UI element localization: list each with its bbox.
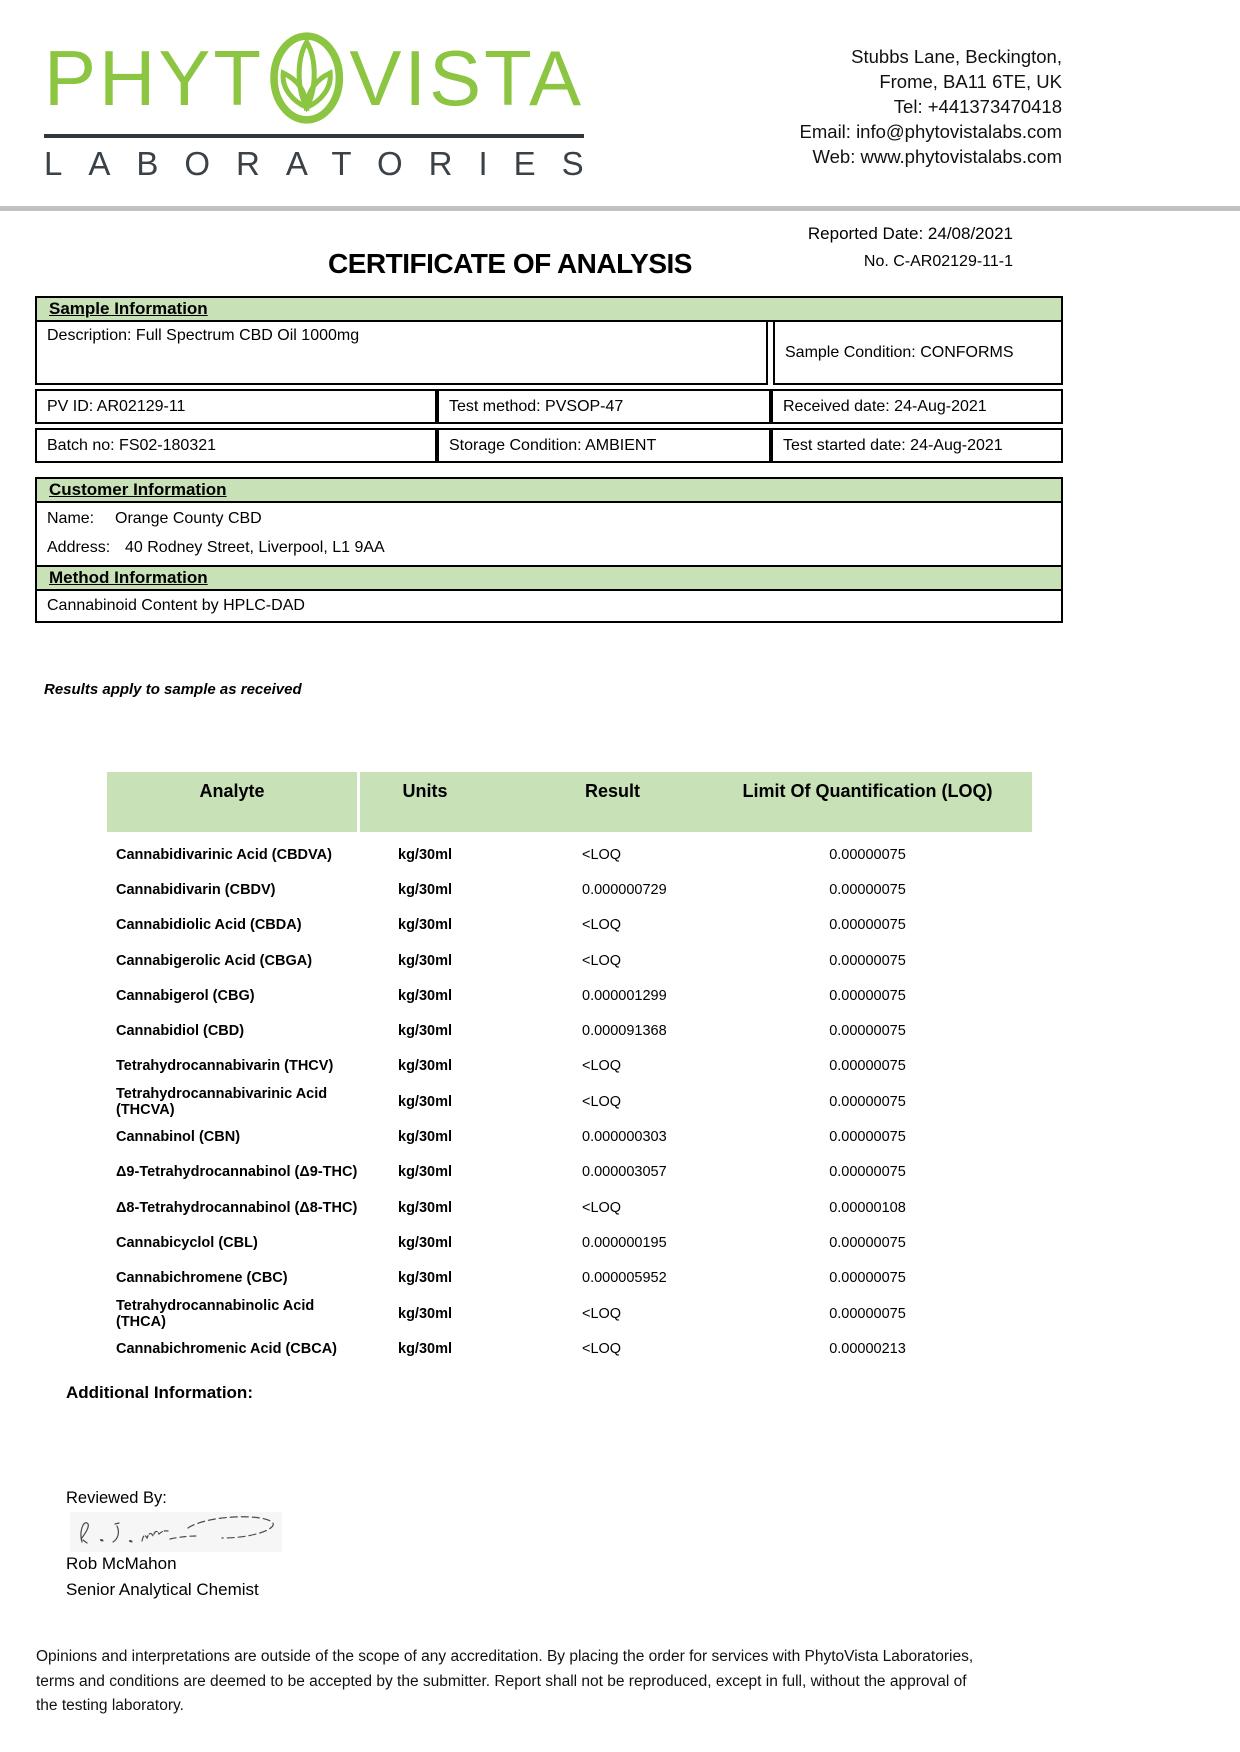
result-cell: 0.000000303 bbox=[582, 1129, 667, 1146]
report-meta bbox=[808, 224, 1013, 271]
units-cell: kg/30ml bbox=[398, 846, 452, 863]
analyte-cell: Cannabicyclol (CBL) bbox=[116, 1234, 258, 1251]
analyte-cell: Cannabidivarin (CBDV) bbox=[116, 881, 276, 898]
result-cell: 0.000005952 bbox=[582, 1270, 667, 1287]
contact-line: Email: info@phytovistalabs.com bbox=[799, 121, 1062, 142]
reported-date: Reported Date: 24/08/2021 bbox=[807, 224, 1013, 243]
received-date: Received date: 24-Aug-2021 bbox=[771, 389, 1063, 424]
result-cell: <LOQ bbox=[582, 846, 622, 863]
sample-description: Description: Full Spectrum CBD Oil 1000mg bbox=[35, 320, 768, 385]
analyte-cell: Δ9-Tetrahydrocannabinol (Δ9-THC) bbox=[116, 1164, 358, 1181]
contact-line: Tel: +441373470418 bbox=[893, 96, 1062, 117]
result-cell: 0.000001299 bbox=[582, 987, 667, 1004]
logo-subtitle: LABORATORIES bbox=[44, 145, 610, 182]
units-cell: kg/30ml bbox=[398, 1234, 452, 1251]
customer-name-line bbox=[47, 510, 1051, 528]
result-cell: <LOQ bbox=[582, 952, 622, 969]
loq-cell: 0.00000108 bbox=[829, 1199, 906, 1216]
page-title: CERTIFICATE OF ANALYSIS bbox=[328, 248, 692, 279]
loq-cell: 0.00000075 bbox=[829, 1129, 906, 1146]
storage-condition: Storage Condition: AMBIENT bbox=[437, 428, 771, 463]
table-row bbox=[107, 908, 1032, 943]
table-row bbox=[107, 1049, 1032, 1084]
customer-information-heading: Customer Information bbox=[35, 477, 1063, 503]
signatory-title: Senior Analytical Chemist bbox=[66, 1580, 259, 1599]
result-cell: <LOQ bbox=[582, 1305, 622, 1322]
customer-address-label: Address: bbox=[47, 539, 111, 556]
customer-name-value: Orange County CBD bbox=[115, 510, 262, 527]
batch-no: Batch no: FS02-180321 bbox=[35, 428, 437, 463]
sample-info-row-1 bbox=[35, 389, 1063, 424]
sample-description-row bbox=[35, 320, 1063, 385]
result-cell: <LOQ bbox=[582, 1058, 622, 1075]
table-row bbox=[107, 1155, 1032, 1190]
loq-cell: 0.00000075 bbox=[829, 917, 906, 934]
loq-cell: 0.00000075 bbox=[829, 1023, 906, 1040]
phytovista-logo bbox=[44, 26, 610, 183]
additional-information-label: Additional Information: bbox=[66, 1383, 253, 1402]
report-number: No. C-AR02129-11-1 bbox=[863, 253, 1013, 270]
header-divider bbox=[0, 206, 1240, 211]
analyte-cell: Tetrahydrocannabinolic Acid (THCA) bbox=[116, 1297, 315, 1330]
result-cell: 0.000000729 bbox=[582, 881, 667, 898]
loq-cell: 0.00000075 bbox=[829, 987, 906, 1004]
loq-cell: 0.00000075 bbox=[829, 1058, 906, 1075]
table-row bbox=[107, 837, 1032, 872]
analyte-cell: Tetrahydrocannabivarin (THCV) bbox=[116, 1058, 334, 1075]
results-table bbox=[107, 772, 1032, 1366]
footer-line: terms and conditions are deemed to be accepted by the submitter. Report shall not be reproduced, except in full, without the approval of bbox=[36, 1672, 967, 1690]
customer-address-value: 40 Rodney Street, Liverpool, L1 9AA bbox=[125, 539, 385, 556]
analyte-cell: Cannabidivarinic Acid (CBDVA) bbox=[116, 846, 332, 863]
table-row bbox=[107, 1013, 1032, 1048]
loq-cell: 0.00000075 bbox=[829, 952, 906, 969]
result-cell: 0.000000195 bbox=[582, 1234, 667, 1251]
table-row bbox=[107, 943, 1032, 978]
results-note: Results apply to sample as received bbox=[44, 681, 302, 698]
loq-cell: 0.00000075 bbox=[829, 1164, 906, 1181]
loq-cell: 0.00000213 bbox=[829, 1340, 906, 1357]
result-cell: <LOQ bbox=[582, 1199, 622, 1216]
signature-image bbox=[70, 1512, 282, 1552]
logo-divider bbox=[44, 134, 584, 138]
units-cell: kg/30ml bbox=[398, 1270, 452, 1287]
footer-line: the testing laboratory. bbox=[36, 1697, 184, 1714]
result-cell: <LOQ bbox=[582, 917, 622, 934]
table-row bbox=[107, 1261, 1032, 1296]
units-cell: kg/30ml bbox=[398, 987, 452, 1004]
result-cell: 0.000091368 bbox=[582, 1023, 667, 1040]
results-table-body bbox=[107, 837, 1032, 1366]
analyte-cell: Cannabichromenic Acid (CBCA) bbox=[116, 1340, 338, 1357]
loq-cell: 0.00000075 bbox=[829, 881, 906, 898]
loq-cell: 0.00000075 bbox=[829, 1234, 906, 1251]
customer-name-label: Name: bbox=[47, 510, 95, 527]
loq-cell: 0.00000075 bbox=[829, 1270, 906, 1287]
table-row bbox=[107, 1084, 1032, 1119]
units-cell: kg/30ml bbox=[398, 1164, 452, 1181]
table-row bbox=[107, 1190, 1032, 1225]
units-cell: kg/30ml bbox=[398, 1093, 452, 1110]
analyte-cell: Cannabidiolic Acid (CBDA) bbox=[116, 917, 302, 934]
analyte-cell: Δ8-Tetrahydrocannabinol (Δ8-THC) bbox=[116, 1199, 358, 1216]
analyte-cell: Cannabidiol (CBD) bbox=[116, 1023, 245, 1040]
footer-line: Opinions and interpretations are outside of the scope of any accreditation. By placing the order for services with PhytoVista Laboratories, bbox=[36, 1648, 974, 1665]
units-cell: kg/30ml bbox=[398, 1058, 452, 1075]
units-cell: kg/30ml bbox=[398, 1199, 452, 1216]
test-method: Test method: PVSOP-47 bbox=[437, 389, 771, 424]
signatory-block bbox=[66, 1551, 259, 1603]
logo-text-right: VISTA bbox=[349, 34, 584, 122]
table-row bbox=[107, 1225, 1032, 1260]
method-information-heading: Method Information bbox=[35, 565, 1063, 591]
logo-text-left: PHYT bbox=[44, 34, 265, 122]
analyte-cell: Cannabinol (CBN) bbox=[116, 1129, 241, 1146]
contact-line: Stubbs Lane, Beckington, bbox=[851, 46, 1062, 67]
units-cell: kg/30ml bbox=[398, 1023, 452, 1040]
results-table-header bbox=[107, 772, 1032, 832]
contact-line: Web: www.phytovistalabs.com bbox=[812, 146, 1062, 167]
sample-info-row-2 bbox=[35, 428, 1063, 463]
units-cell: kg/30ml bbox=[398, 1340, 452, 1357]
info-sections bbox=[35, 296, 1063, 623]
table-row bbox=[107, 1119, 1032, 1154]
loq-cell: 0.00000075 bbox=[829, 846, 906, 863]
table-row bbox=[107, 1331, 1032, 1366]
table-row bbox=[107, 1296, 1032, 1331]
footer-disclaimer bbox=[36, 1645, 973, 1719]
units-cell: kg/30ml bbox=[398, 881, 452, 898]
signatory-name: Rob McMahon bbox=[66, 1554, 177, 1573]
analyte-cell: Cannabigerol (CBG) bbox=[116, 987, 255, 1004]
customer-box bbox=[35, 501, 1063, 568]
result-cell: <LOQ bbox=[582, 1093, 622, 1110]
method-box: Cannabinoid Content by HPLC-DAD bbox=[35, 589, 1063, 623]
header-analyte: Analyte bbox=[107, 772, 360, 832]
contact-line: Frome, BA11 6TE, UK bbox=[879, 71, 1062, 92]
sample-condition: Sample Condition: CONFORMS bbox=[773, 320, 1063, 385]
logo-wordmark bbox=[44, 26, 584, 130]
loq-cell: 0.00000075 bbox=[829, 1305, 906, 1322]
lab-contact-block bbox=[800, 44, 1062, 169]
result-cell: <LOQ bbox=[582, 1340, 622, 1357]
reviewed-by-label: Reviewed By: bbox=[66, 1489, 167, 1507]
test-started-date: Test started date: 24-Aug-2021 bbox=[771, 428, 1063, 463]
sample-information-heading: Sample Information bbox=[35, 296, 1063, 322]
analyte-cell: Cannabichromene (CBC) bbox=[116, 1270, 288, 1287]
pv-id: PV ID: AR02129-11 bbox=[35, 389, 437, 424]
units-cell: kg/30ml bbox=[398, 917, 452, 934]
units-cell: kg/30ml bbox=[398, 1305, 452, 1322]
units-cell: kg/30ml bbox=[398, 1129, 452, 1146]
units-cell: kg/30ml bbox=[398, 952, 452, 969]
loq-cell: 0.00000075 bbox=[829, 1093, 906, 1110]
table-row bbox=[107, 872, 1032, 907]
leaf-emblem-icon bbox=[269, 30, 344, 126]
analyte-cell: Tetrahydrocannabivarinic Acid (THCVA) bbox=[116, 1085, 328, 1118]
analyte-cell: Cannabigerolic Acid (CBGA) bbox=[116, 952, 313, 969]
customer-address-line bbox=[47, 539, 1051, 557]
table-row bbox=[107, 978, 1032, 1013]
result-cell: 0.000003057 bbox=[582, 1164, 667, 1181]
header-loq: Limit Of Quantification (LOQ) bbox=[742, 781, 993, 801]
header-units: Units bbox=[402, 781, 448, 801]
header-result: Result bbox=[584, 781, 640, 801]
